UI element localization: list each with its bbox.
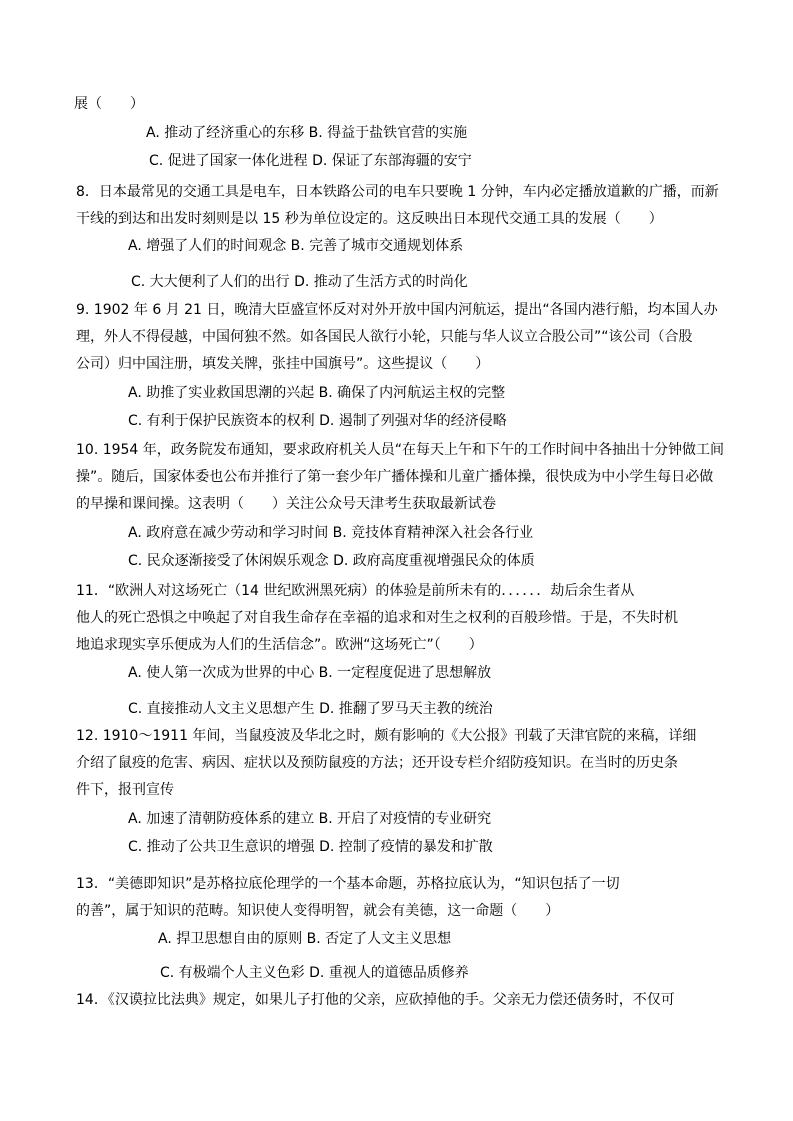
- q11-stem-line3: 地追求现实享乐便成为人们的生活信念”。欧洲“这场死亡”（ ）: [76, 637, 483, 653]
- q13-stem-line2: 的善”，属于知识的范畴。知识使人变得明智，就会有美德，这一命题（ ）: [76, 903, 560, 919]
- q9-options-cd: C. 有利于保护民族资本的权利 D. 遏制了列强对华的经济侵略: [128, 413, 507, 429]
- q8-stem-line2: 干线的到达和出发时刻则是以 15 秒为单位设定的。这反映出日本现代交通工具的发展（ ）: [76, 211, 663, 227]
- q10-stem-line3: 的早操和课间操。这表明（ ）关注公众号天津考生获取最新试卷: [76, 496, 496, 512]
- q10-stem-line2: 操”。随后，国家体委也公布并推行了第一套少年广播体操和儿童广播体操，很快成为中小学生每日必做: [76, 469, 714, 485]
- q14-stem-line1: 14．《汉谟拉比法典》规定，如果儿子打他的父亲，应砍掉他的手。父亲无力偿还债务时，不仅可: [76, 992, 675, 1008]
- q11-stem-line2: 他人的死亡恐惧之中唤起了对自我生命存在幸福的追求和对生之权利的百般珍惜。于是，不失时机: [76, 610, 678, 626]
- q12-options-cd: C. 推动了公共卫生意识的增强 D. 控制了疫情的暴发和扩散: [128, 839, 493, 855]
- q10-stem-line1: 10. 1954 年，政务院发布通知，要求政府机关人员“在每天上午和下午的工作时间中各抽出十分钟做工间: [76, 442, 725, 458]
- q8-options-cd: C. 大大便利了人们的出行 D. 推动了生活方式的时尚化: [131, 274, 468, 290]
- q12-stem-line2: 介绍了鼠疫的危害、病因、症状以及预防鼠疫的方法；还开设专栏介绍防疫知识。在当时的历史条: [76, 755, 678, 771]
- q12-stem-line3: 件下，报刊宣传: [76, 782, 174, 798]
- q9-options-ab: A. 助推了实业救国思潮的兴起 B. 确保了内河航运主权的完整: [128, 385, 506, 401]
- q13-options-cd: C. 有极端个人主义色彩 D. 重视人的道德品质修养: [160, 965, 469, 981]
- q7-stem-tail: 展（ ）: [74, 96, 144, 112]
- q10-options-ab: A. 政府意在减少劳动和学习时间 B. 竞技体育精神深入社会各行业: [128, 525, 534, 541]
- q8-options-ab: A. 增强了人们的时间观念 B. 完善了城市交通规划体系: [128, 238, 464, 254]
- q11-stem-line1: 11．“欧洲人对这场死亡（14 世纪欧洲黑死病）的体验是前所未有的．．．．．．劫后余生者从: [76, 583, 635, 599]
- q11-options-cd: C. 直接推动人文主义思想产生 D. 推翻了罗马天主教的统治: [128, 701, 493, 717]
- q10-options-cd: C. 民众逐渐接受了休闲娱乐观念 D. 政府高度重视增强民众的体质: [128, 553, 535, 569]
- q9-stem-line2: 理，外人不得侵越，中国何独不然。如各国民人欲行小轮，只能与华人议立合股公司”“该公司（合股: [76, 329, 693, 345]
- q7-options-ab: A. 推动了经济重心的东移 B. 得益于盐铁官营的实施: [146, 125, 468, 141]
- q9-stem-line3: 公司）归中国注册，填发关牌，张挂中国旗号”。这些提议（ ）: [76, 356, 490, 372]
- q12-stem-line1: 12. 1910～1911 年间，当鼠疫波及华北之时，颇有影响的《大公报》刊载了天津官院的来稿，详细: [76, 728, 697, 744]
- q8-stem-line1: 8．日本最常见的交通工具是电车，日本铁路公司的电车只要晚 1 分钟，车内必定播放道歉的广播，而新: [76, 184, 719, 200]
- q7-options-cd: C. 促进了国家一体化进程 D. 保证了东部海疆的安宁: [149, 153, 472, 169]
- q13-stem-line1: 13．“美德即知识”是苏格拉底伦理学的一个基本命题，苏格拉底认为，“知识包括了一切: [76, 876, 620, 892]
- q11-options-ab: A. 使人第一次成为世界的中心 B. 一定程度促进了思想解放: [128, 665, 492, 681]
- q13-options-ab: A. 捍卫思想自由的原则 B. 否定了人文主义思想: [158, 931, 452, 947]
- q9-stem-line1: 9. 1902 年 6 月 21 日，晚清大臣盛宣怀反对对外开放中国内河航运，提出“各国内港行船，均本国人办: [76, 302, 718, 318]
- q12-options-ab: A. 加速了清朝防疫体系的建立 B. 开启了对疫情的专业研究: [128, 811, 492, 827]
